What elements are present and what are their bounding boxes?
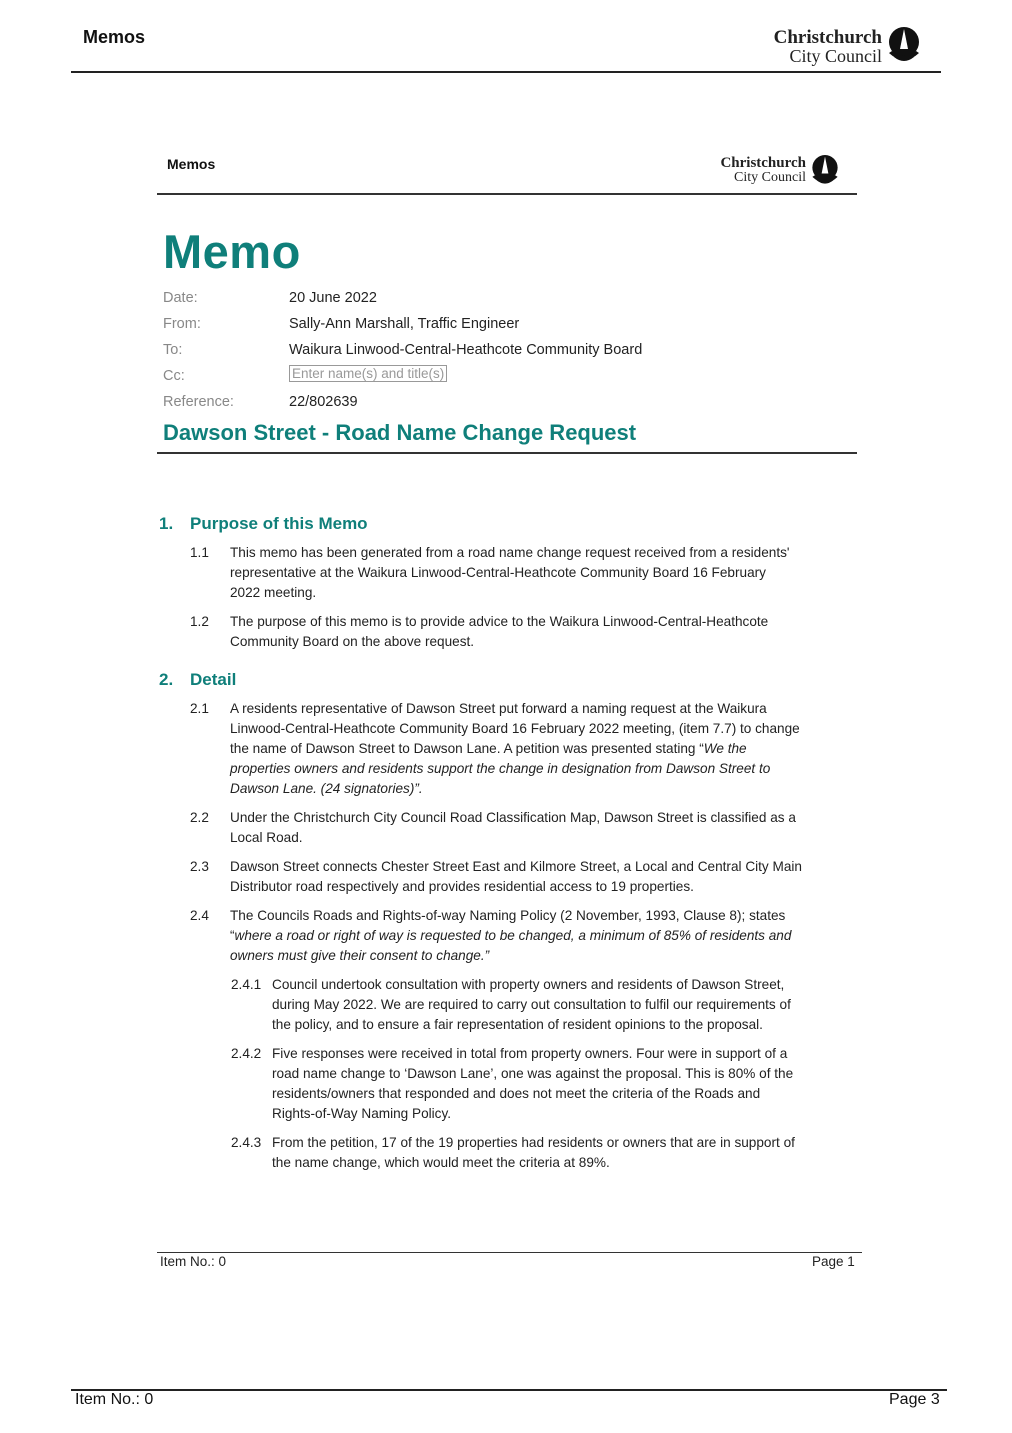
paragraph-2-4 bbox=[190, 906, 870, 966]
paragraph-number: 2.1 bbox=[190, 701, 209, 716]
paragraph-line: Local Road. bbox=[230, 830, 303, 845]
section-title: Detail bbox=[190, 670, 237, 689]
paragraph-line: The Councils Roads and Rights-of-way Naming Policy (2 November, 1993, Clause 8); states bbox=[230, 908, 786, 923]
paragraph-line: Five responses were received in total from property owners. Four were in support of a bbox=[272, 1046, 788, 1061]
paragraph-line: This memo has been generated from a road name change request received from a residents' bbox=[230, 545, 790, 560]
paragraph-line: Linwood-Central-Heathcote Community Board 16 February 2022 meeting, (item 7.7) to change bbox=[230, 721, 800, 736]
paragraph-line: A residents representative of Dawson Street put forward a naming request at the Waikura bbox=[230, 701, 767, 716]
meta-value-reference: 22/802639 bbox=[289, 394, 358, 410]
subparagraph-2-4-1 bbox=[231, 975, 871, 1035]
subparagraph-number: 2.4.3 bbox=[231, 1135, 262, 1150]
outer-header-rule bbox=[71, 71, 941, 73]
paragraph-line: From the petition, 17 of the 19 properties had residents or owners that are in support of bbox=[272, 1135, 795, 1150]
paragraph-line: Community Board on the above request. bbox=[230, 634, 475, 649]
paragraph-line bbox=[230, 926, 858, 946]
meta-value-date: 20 June 2022 bbox=[289, 290, 377, 306]
paragraph-line: Council undertook consultation with property owners and residents of Dawson Street, bbox=[272, 977, 785, 992]
paragraph-line: 2022 meeting. bbox=[230, 585, 317, 600]
paragraph-2-1 bbox=[190, 699, 870, 799]
paragraph-number: 1.2 bbox=[190, 614, 209, 629]
inner-council-logo-text bbox=[680, 156, 806, 185]
petition-quote: We the bbox=[703, 741, 747, 756]
paragraph-line: Dawson Street connects Chester Street East and Kilmore Street, a Local and Central City Main bbox=[230, 859, 802, 874]
paragraph-number: 2.4 bbox=[190, 908, 209, 923]
paragraph-line: the policy, and to ensure a fair representation of resident opinions to the proposal. bbox=[272, 1017, 763, 1032]
section-heading-1 bbox=[159, 514, 459, 536]
cc-placeholder-field[interactable]: Enter name(s) and title(s) bbox=[289, 365, 447, 382]
subparagraph-2-4-3 bbox=[231, 1133, 871, 1173]
memo-heading: Memo bbox=[163, 225, 301, 278]
meta-value-from: Sally-Ann Marshall, Traffic Engineer bbox=[289, 316, 520, 332]
outer-header-title: Memos bbox=[83, 27, 146, 47]
inner-cathedral-logo-icon bbox=[809, 155, 841, 187]
paragraph-line: Under the Christchurch City Council Road Classification Map, Dawson Street is classified as a bbox=[230, 810, 796, 825]
subparagraph-number: 2.4.2 bbox=[231, 1046, 262, 1061]
paragraph-1-2 bbox=[190, 612, 870, 652]
section-heading-2 bbox=[159, 670, 459, 692]
subparagraph-2-4-2 bbox=[231, 1044, 871, 1124]
policy-quote: where a road or right of way is requested to be changed, a minimum of 85% of residents and bbox=[234, 928, 792, 943]
paragraph-line bbox=[230, 739, 858, 759]
paragraph-number: 1.1 bbox=[190, 545, 209, 560]
paragraph-line-text: the name of Dawson Street to Dawson Lane. A petition was presented stating “ bbox=[230, 741, 704, 756]
section-title: Purpose of this Memo bbox=[190, 514, 368, 533]
inner-logo-line2: City Council bbox=[734, 170, 806, 185]
inner-footer-item-number: Item No.: 0 bbox=[160, 1254, 227, 1269]
meta-label-date: Date: bbox=[163, 290, 198, 306]
subparagraph-number: 2.4.1 bbox=[231, 977, 262, 992]
outer-footer-item-number: Item No.: 0 bbox=[75, 1391, 154, 1408]
memo-subject: Dawson Street - Road Name Change Request bbox=[163, 420, 637, 445]
paragraph-line: Rights-of-Way Naming Policy. bbox=[272, 1106, 452, 1121]
paragraph-line: Distributor road respectively and provides residential access to 19 properties. bbox=[230, 879, 694, 894]
logo-line2: City Council bbox=[789, 46, 882, 66]
inner-header-title: Memos bbox=[167, 156, 216, 172]
section-number: 2. bbox=[159, 670, 174, 689]
cathedral-logo-icon bbox=[886, 27, 922, 65]
petition-quote: Dawson Lane. (24 signatories)”. bbox=[230, 781, 423, 796]
paragraph-2-3 bbox=[190, 857, 870, 897]
logo-line1: Christchurch bbox=[773, 27, 882, 48]
subject-rule bbox=[157, 452, 857, 454]
paragraph-2-2 bbox=[190, 808, 870, 848]
meta-value-to: Waikura Linwood-Central-Heathcote Community Board bbox=[289, 342, 643, 358]
paragraph-line: residents/owners that responded and does not meet the criteria of the Roads and bbox=[272, 1086, 761, 1101]
paragraph-line: representative at the Waikura Linwood-Central-Heathcote Community Board 16 February bbox=[230, 565, 766, 580]
outer-footer-page-number: Page 3 bbox=[889, 1391, 940, 1408]
paragraph-1-1 bbox=[190, 543, 870, 603]
inner-logo-line1: Christchurch bbox=[720, 155, 806, 171]
paragraph-line: The purpose of this memo is to provide advice to the Waikura Linwood-Central-Heathcote bbox=[230, 614, 769, 629]
inner-footer-rule bbox=[157, 1252, 862, 1253]
paragraph-line: the name change, which would meet the criteria at 89%. bbox=[272, 1155, 610, 1170]
meta-label-reference: Reference: bbox=[163, 394, 234, 410]
meta-label-to: To: bbox=[163, 342, 183, 358]
petition-quote: properties owners and residents support the change in designation from Dawson Street to bbox=[230, 761, 771, 776]
paragraph-number: 2.3 bbox=[190, 859, 209, 874]
meta-value-cc bbox=[289, 366, 447, 382]
paragraph-line: during May 2022. We are required to carry out consultation to fulfil our requirements of bbox=[272, 997, 791, 1012]
inner-header-rule bbox=[157, 193, 857, 195]
paragraph-number: 2.2 bbox=[190, 810, 209, 825]
outer-footer-rule bbox=[71, 1389, 947, 1391]
inner-footer-page-number: Page 1 bbox=[812, 1254, 855, 1269]
meta-label-from: From: bbox=[163, 316, 201, 332]
section-number: 1. bbox=[159, 514, 174, 533]
meta-label-cc: Cc: bbox=[163, 368, 185, 384]
council-logo-text bbox=[740, 28, 882, 65]
paragraph-line: road name change to ‘Dawson Lane’, one was against the proposal. This is 80% of the bbox=[272, 1066, 794, 1081]
paragraph-line-text: “ bbox=[230, 928, 235, 943]
policy-quote: owners must give their consent to change.” bbox=[230, 948, 490, 963]
